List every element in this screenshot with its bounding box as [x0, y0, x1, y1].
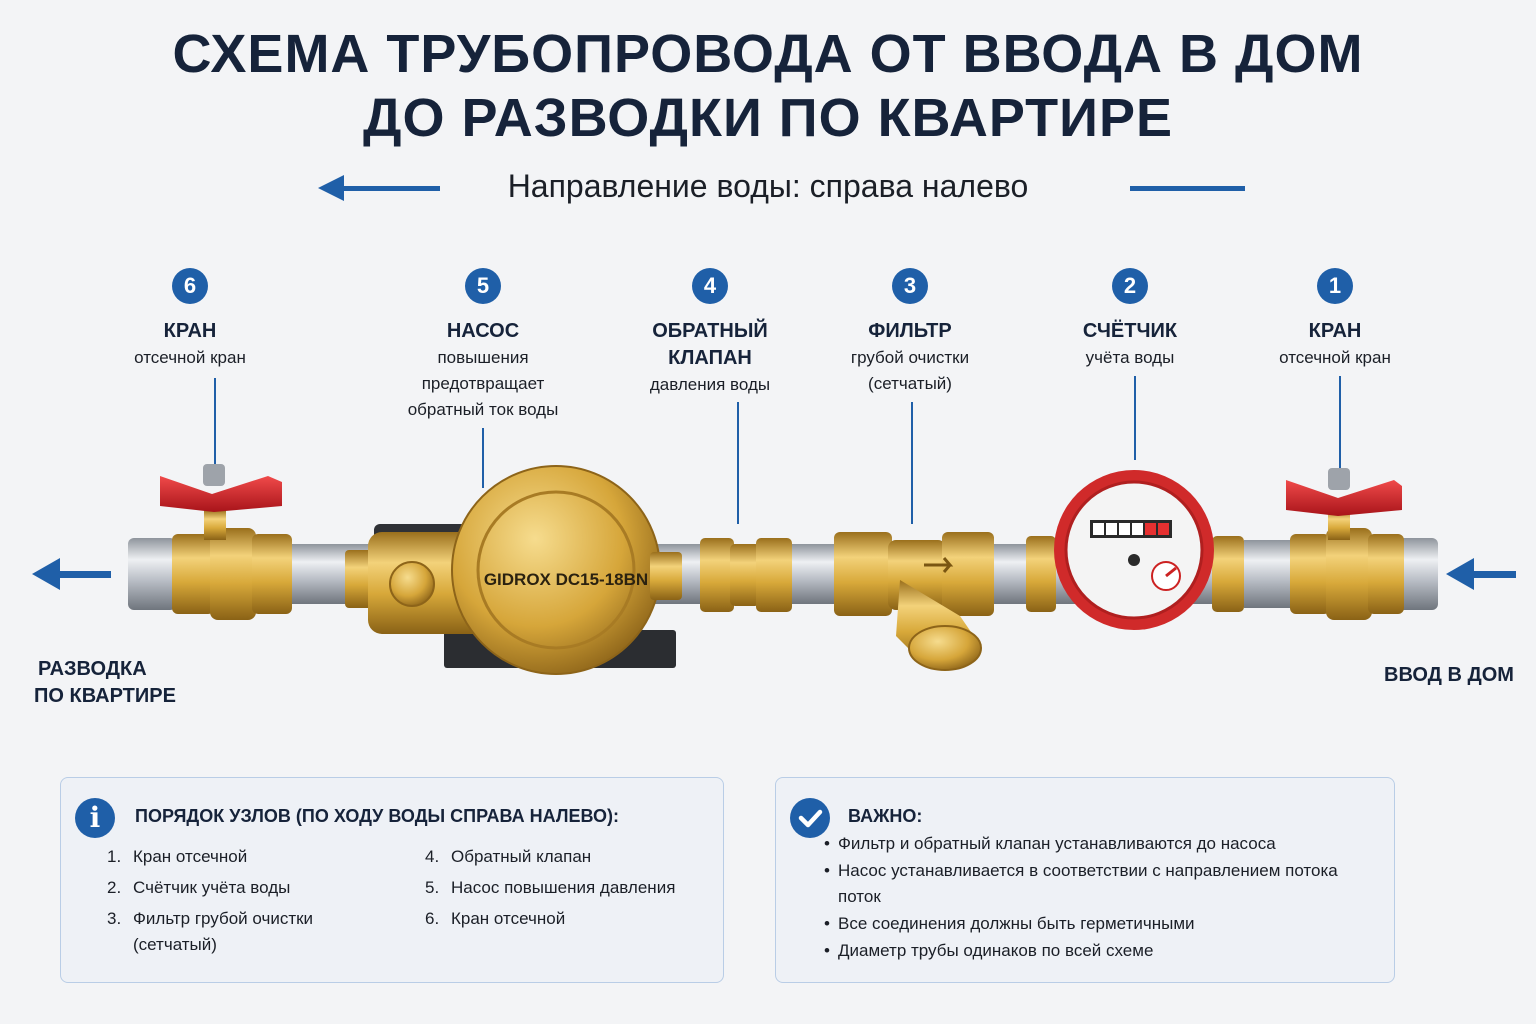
node-4-desc: давления воды	[649, 375, 771, 394]
node-4-check-valve	[600, 268, 820, 398]
title-line-1: СХЕМА ТРУБОПРОВОДА ОТ ВВОДА В ДОМ	[172, 24, 1364, 84]
filter-3-drawing	[834, 532, 994, 670]
important-item-4-text: Диаметр трубы одинаков по всей схеме	[838, 941, 1154, 960]
node-5-desc-1: повышения	[437, 348, 529, 367]
outlet-arrow-icon	[32, 558, 111, 590]
node-6-desc: отсечной кран	[134, 348, 246, 367]
order-item-2-num: 2.	[107, 878, 122, 897]
valve-6-drawing	[160, 464, 292, 620]
important-item-1: • Фильтр и обратный клапан устанавливаются до насоса	[824, 834, 1276, 853]
order-item-2-text: Счётчик учёта воды	[133, 878, 291, 897]
node-4-name: ОБРАТНЫЙ КЛАПАН	[652, 320, 768, 369]
order-item-4-text: Обратный клапан	[451, 847, 592, 866]
node-5-name: НАСОС	[446, 320, 520, 342]
important-item-3-text: Все соединения должны быть герметичными	[838, 914, 1195, 933]
node-4-badge: 4	[692, 268, 728, 304]
direction-line-right	[1130, 186, 1245, 191]
order-item-5	[425, 875, 675, 901]
node-1-name: КРАН	[1308, 320, 1362, 342]
node-5-pump	[373, 268, 593, 423]
important-item-2-text: Насос устанавливается в соответствии с направлением потока	[838, 861, 1338, 880]
node-6-valve	[80, 268, 300, 371]
node-5-badge: 5	[465, 268, 501, 304]
node-2-name: СЧЁТЧИК	[1082, 320, 1178, 342]
node-2-badge: 2	[1112, 268, 1148, 304]
order-item-5-text: Насос повышения давления	[451, 878, 676, 897]
pipe-end-left	[128, 538, 176, 610]
order-item-1-num: 1.	[107, 847, 122, 866]
order-card-title: ПОРЯДОК УЗЛОВ (ПО ХОДУ ВОДЫ СПРАВА НАЛЕВО):	[135, 806, 619, 826]
check-valve-4-drawing	[700, 538, 792, 612]
outlet-label-line-2: ПО КВАРТИРЕ	[34, 685, 176, 707]
important-item-1-text: Фильтр и обратный клапан устанавливаются до насоса	[838, 834, 1276, 853]
order-item-5-num: 5.	[425, 878, 440, 897]
order-item-3-cont: (сетчатый)	[133, 935, 217, 954]
order-item-6-num: 6.	[425, 909, 440, 928]
node-2-meter	[1020, 268, 1240, 371]
valve-1-drawing	[1244, 468, 1404, 620]
node-3-filter	[800, 268, 1020, 397]
important-item-2-cont: поток	[838, 887, 881, 906]
node-5-desc-3: обратный ток воды	[407, 400, 559, 419]
order-item-3-num: 3.	[107, 909, 122, 928]
outlet-label-line-1: РАЗВОДКА	[38, 658, 147, 680]
inlet-arrow-icon	[1446, 558, 1516, 590]
important-card-title: ВАЖНО:	[848, 806, 923, 826]
info-icon: i	[75, 798, 115, 838]
pipeline-assembly	[0, 440, 1536, 700]
important-card	[775, 777, 1395, 983]
node-6-name: КРАН	[163, 320, 217, 342]
important-item-3: • Все соединения должны быть герметичными	[824, 914, 1195, 933]
order-item-2	[107, 875, 290, 901]
node-3-badge: 3	[892, 268, 928, 304]
order-item-4	[425, 844, 591, 870]
node-1-badge: 1	[1317, 268, 1353, 304]
order-item-1	[107, 844, 247, 870]
order-item-3	[107, 906, 313, 932]
node-1-desc: отсечной кран	[1279, 348, 1391, 367]
order-card	[60, 777, 724, 983]
outlet-label	[34, 656, 176, 710]
pump-5-drawing	[345, 466, 682, 674]
node-5-desc-2: предотвращает	[421, 374, 545, 393]
inlet-label: ВВОД В ДОМ	[1384, 664, 1514, 686]
order-item-4-num: 4.	[425, 847, 440, 866]
order-item-3-text: Фильтр грубой очистки	[133, 909, 314, 928]
order-item-6	[425, 906, 565, 932]
direction-subtitle: Направление воды: справа налево	[507, 168, 1029, 204]
node-3-desc-2: (сетчатый)	[868, 374, 952, 393]
node-3-name: ФИЛЬТР	[868, 320, 952, 342]
node-1-valve	[1225, 268, 1445, 371]
page-title	[0, 22, 1536, 150]
title-line-2: ДО РАЗВОДКИ ПО КВАРТИРЕ	[363, 88, 1173, 148]
important-item-4: • Диаметр трубы одинаков по всей схеме	[824, 941, 1154, 960]
order-item-6-text: Кран отсечной	[451, 909, 566, 928]
pump-model-label: GIDROX DC15-18BN	[483, 570, 649, 589]
order-item-1-text: Кран отсечной	[133, 847, 248, 866]
node-6-badge: 6	[172, 268, 208, 304]
important-item-2: • Насос устанавливается в соответствии с направлением потока	[824, 861, 1338, 880]
direction-row	[0, 162, 1536, 212]
node-3-desc-1: грубой очистки	[850, 348, 970, 367]
meter-2-drawing	[1026, 470, 1244, 630]
node-2-desc: учёта воды	[1085, 348, 1175, 367]
